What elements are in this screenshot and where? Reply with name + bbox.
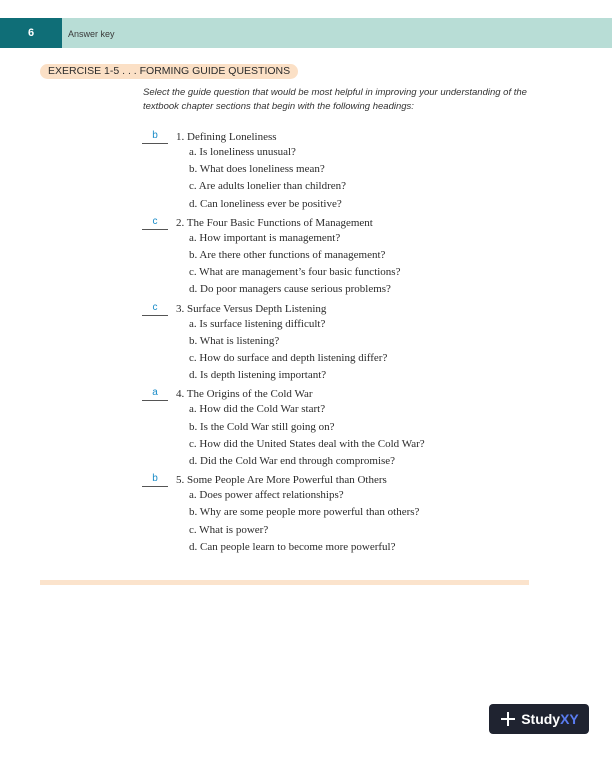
question-heading: 5. Some People Are More Powerful than Others	[176, 474, 387, 487]
question-heading: 4. The Origins of the Cold War	[176, 388, 313, 401]
answer-option: d. Can people learn to become more powerful?	[189, 540, 396, 553]
question-heading: 2. The Four Basic Functions of Management	[176, 216, 373, 229]
question-item	[142, 470, 542, 556]
question-heading: 3. Surface Versus Depth Listening	[176, 302, 327, 315]
plus-icon	[499, 710, 517, 728]
answer-option: b. What does loneliness mean?	[189, 163, 325, 176]
footer-divider	[40, 580, 529, 585]
answer-blank: b	[142, 472, 168, 487]
answer-option: b. Are there other functions of management?	[189, 249, 386, 262]
answer-option: c. Are adults lonelier than children?	[189, 180, 346, 193]
question-item	[142, 213, 542, 299]
exercise-instructions: Select the guide question that would be most helpful in improving your understanding of the textbook chapter sections that begin with the following headings:	[143, 87, 527, 112]
header-section-label: Answer key	[68, 29, 115, 39]
logo-text: StudyXY	[521, 711, 579, 727]
answer-option: d. Is depth listening important?	[189, 369, 327, 382]
answer-option: b. Why are some people more powerful than others?	[189, 506, 420, 519]
answer-option: a. Is loneliness unusual?	[189, 146, 296, 158]
answer-option: c. What are management’s four basic functions?	[189, 266, 401, 279]
answer-option: d. Can loneliness ever be positive?	[189, 197, 342, 210]
answer-option: c. How did the United States deal with the Cold War?	[189, 437, 425, 450]
question-list	[142, 127, 542, 556]
answer-option: d. Do poor managers cause serious problems?	[189, 283, 391, 296]
answer-option: a. Does power affect relationships?	[189, 489, 344, 502]
question-item	[142, 127, 542, 213]
studyxy-logo	[489, 704, 589, 734]
answer-blank: b	[142, 129, 168, 144]
question-heading: 1. Defining Loneliness	[176, 131, 277, 143]
answer-blank: c	[142, 215, 168, 230]
exercise-title: EXERCISE 1-5 . . . FORMING GUIDE QUESTIONS	[40, 64, 298, 79]
answer-blank: a	[142, 386, 168, 401]
answer-option: a. Is surface listening difficult?	[189, 317, 326, 330]
answer-option: b. Is the Cold War still going on?	[189, 420, 335, 433]
question-item	[142, 384, 542, 470]
answer-option: c. How do surface and depth listening differ?	[189, 352, 388, 365]
answer-option: c. What is power?	[189, 523, 269, 536]
answer-option: a. How did the Cold War start?	[189, 403, 326, 416]
header-band	[62, 18, 612, 48]
answer-blank: c	[142, 301, 168, 316]
answer-option: b. What is listening?	[189, 334, 280, 347]
question-item	[142, 299, 542, 385]
answer-option: a. How important is management?	[189, 231, 341, 244]
answer-option: d. Did the Cold War end through compromise?	[189, 455, 396, 468]
page-number: 6	[0, 18, 62, 48]
